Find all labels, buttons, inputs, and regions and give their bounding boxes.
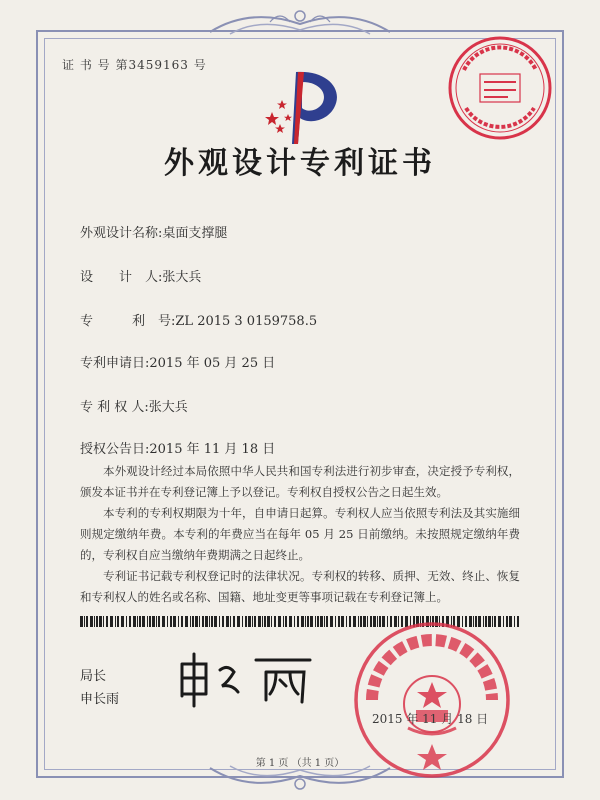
patent-holder-row bbox=[80, 396, 188, 415]
red-stamp-icon bbox=[446, 34, 554, 142]
certificate-number-suffix: 号 bbox=[193, 58, 207, 72]
designer-label: 设 计 人: bbox=[80, 270, 163, 285]
patent-number-value: ZL 2015 3 0159758.5 bbox=[175, 314, 318, 329]
grant-publication-value: 2015 年 11 月 18 日 bbox=[149, 442, 276, 457]
grant-publication-label: 授权公告日: bbox=[80, 442, 150, 457]
seal-grant-date: 2015 年 11 月 18 日 bbox=[372, 712, 489, 726]
handwritten-signature bbox=[176, 650, 316, 710]
page-number: 第 1 页 （共 1 页） bbox=[255, 758, 345, 769]
patent-office-logo-icon bbox=[258, 68, 348, 148]
filing-date-label: 专利申请日: bbox=[80, 356, 150, 371]
patent-number-row bbox=[80, 310, 317, 329]
signatory-name: 申长雨 bbox=[80, 692, 120, 707]
designer-row bbox=[80, 266, 201, 285]
design-name-row bbox=[80, 222, 227, 241]
patent-holder-label: 专 利 权 人: bbox=[80, 400, 149, 415]
filing-date-value: 2015 年 05 月 25 日 bbox=[149, 356, 276, 371]
design-name-value: 桌面支撑腿 bbox=[162, 226, 228, 241]
grant-publication-row bbox=[80, 438, 275, 457]
body-paragraph-2: 本专利的专利权期限为十年，自申请日起算。专利权人应当依照专利法及其实施细则规定缴纳年费。本专利的年费应当在每年 05 月 25 日前缴纳。未按照规定缴纳年费的，专利权自应当缴纳年费期满之日起终止。 bbox=[80, 506, 520, 562]
page-title: 外观设计专利证书 bbox=[164, 146, 436, 181]
patent-holder-value: 张大兵 bbox=[148, 400, 188, 415]
designer-value: 张大兵 bbox=[162, 270, 202, 285]
certificate-number bbox=[62, 56, 207, 73]
certificate-number-label: 证 书 号 第 bbox=[62, 58, 129, 72]
top-ornament-icon bbox=[200, 2, 400, 42]
design-name-label: 外观设计名称: bbox=[80, 226, 163, 241]
patent-number-label: 专 利 号: bbox=[80, 314, 176, 329]
signatory-title: 局长 bbox=[80, 669, 107, 684]
filing-date-row bbox=[80, 352, 275, 371]
certificate-body bbox=[80, 461, 520, 608]
certificate-number-value: 3459163 bbox=[128, 58, 189, 72]
body-paragraph-1: 本外观设计经过本局依照中华人民共和国专利法进行初步审查，决定授予专利权，颁发本证书并在专利登记簿上予以登记。专利权自授权公告之日起生效。 bbox=[80, 464, 520, 499]
body-paragraph-3: 专利证书记载专利权登记时的法律状况。专利权的转移、质押、无效、终止、恢复和专利权人的姓名或名称、国籍、地址变更等事项记载在专利登记簿上。 bbox=[80, 569, 520, 604]
